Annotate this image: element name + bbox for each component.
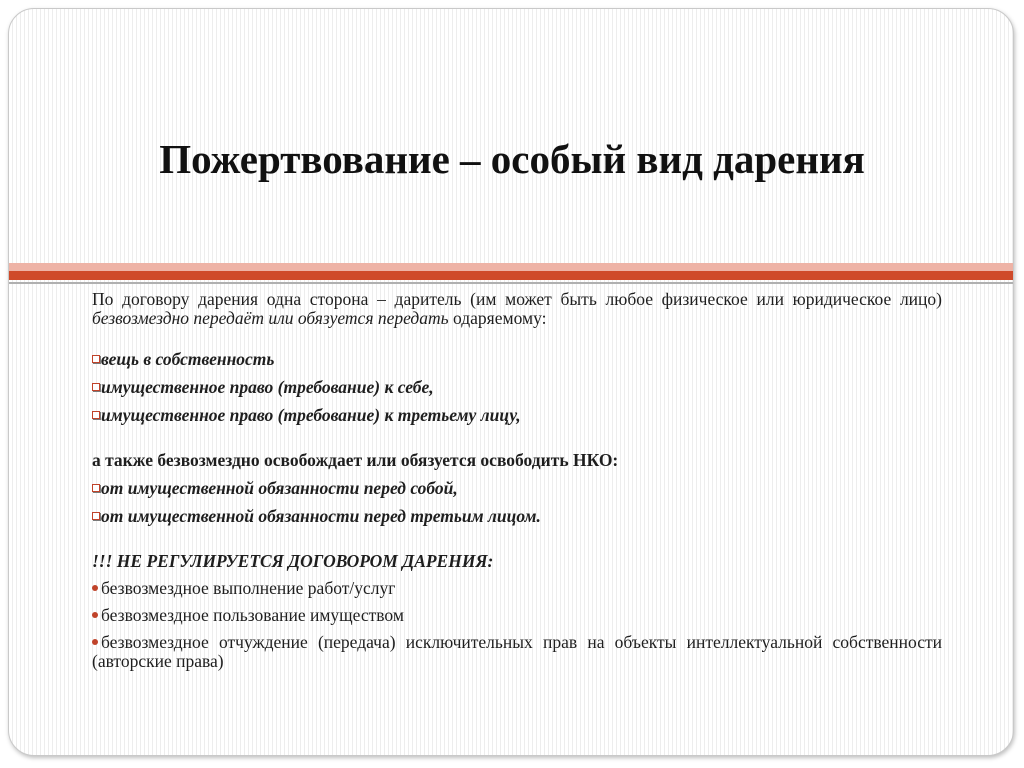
intro-italic-text: безвозмездно передаёт или обязуется передать <box>92 308 449 328</box>
intro-text-end: одаряемому: <box>448 308 547 328</box>
list-item: безвозмездное пользование имуществом <box>92 602 942 629</box>
divider-line <box>9 282 1014 284</box>
divider-band-light <box>9 263 1014 271</box>
bullet-dot-icon <box>92 639 98 645</box>
checkbox-bullet-icon <box>92 355 100 363</box>
bullet-dot-icon <box>92 612 98 618</box>
checkbox-bullet-icon <box>92 411 100 419</box>
list-item: вещь в собственность <box>92 345 942 373</box>
checkbox-bullet-icon <box>92 512 100 520</box>
bullet-dot-icon <box>92 585 98 591</box>
checkbox-bullet-icon <box>92 484 100 492</box>
intro-text: По договору дарения одна сторона – даритель (им может быть любое физическое или юридическое лицо) <box>92 289 942 309</box>
release-heading: а также безвозмездно освобождает или обязуется освободить НКО: <box>92 450 619 470</box>
intro-paragraph <box>92 290 942 328</box>
list-item: безвозмездное выполнение работ/услуг <box>92 575 942 602</box>
not-regulated-heading: !!! НЕ РЕГУЛИРУЕТСЯ ДОГОВОРОМ ДАРЕНИЯ: <box>92 551 494 571</box>
slide-body <box>92 290 942 671</box>
list-item: имущественное право (требование) к себе, <box>92 373 942 401</box>
divider-band <box>9 271 1014 280</box>
slide <box>8 8 1014 756</box>
list-item: от имущественной обязанности перед собой, <box>92 474 942 502</box>
checkbox-bullet-icon <box>92 383 100 391</box>
list-item: имущественное право (требование) к третьему лицу, <box>92 401 942 429</box>
slide-title: Пожертвование – особый вид дарения <box>159 136 865 182</box>
list-item: безвозмездное отчуждение (передача) исключительных прав на объекты интеллектуальной собственности (авторские права) <box>92 632 942 671</box>
list-item: от имущественной обязанности перед третьим лицом. <box>92 502 942 530</box>
